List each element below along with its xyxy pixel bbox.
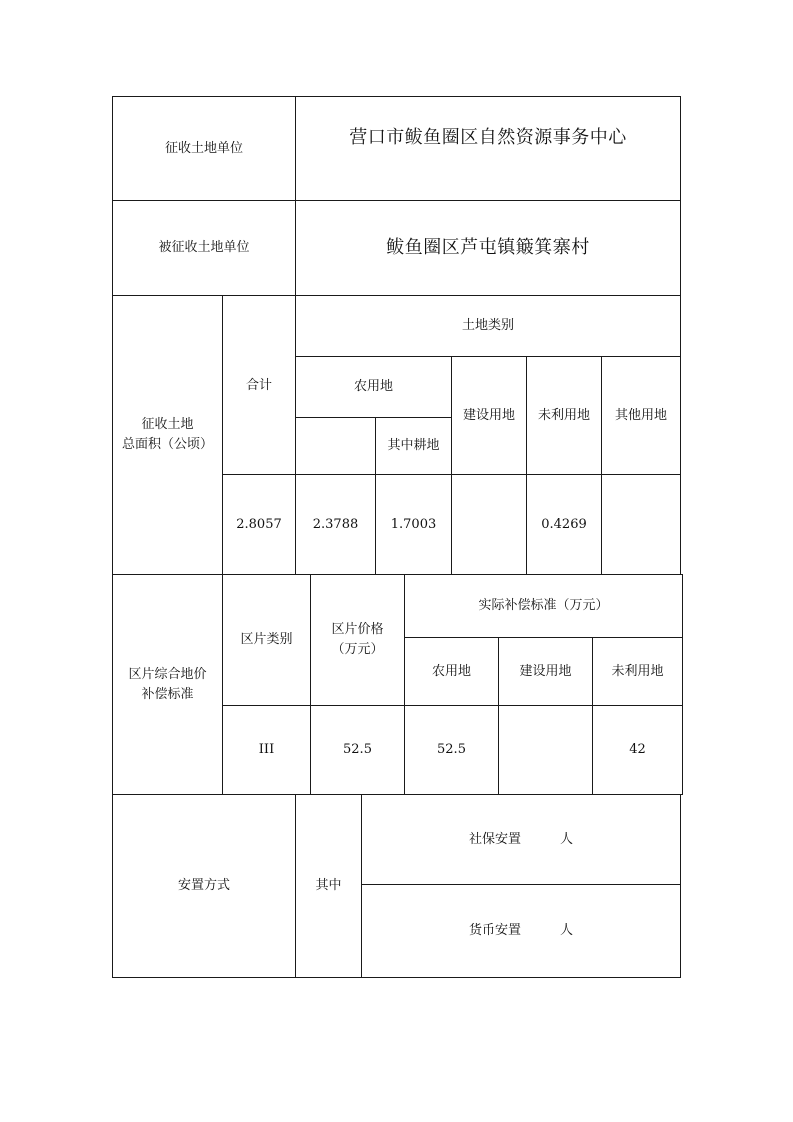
std-agricultural-label: 农用地 — [431, 663, 471, 679]
agricultural-label: 农用地 — [353, 379, 393, 394]
social-security-resettlement: 社保安置 人 — [468, 831, 573, 847]
zone-price-label-line2: （万元） — [331, 642, 384, 657]
area-total-value: 2.8057 — [236, 516, 282, 532]
std-construction-value — [499, 706, 592, 794]
land-category-header: 土地类别 — [461, 318, 514, 333]
border-right-middle — [682, 574, 683, 795]
border-right-upper — [680, 96, 681, 575]
resettlement-label: 安置方式 — [177, 878, 230, 893]
zone-price-standard-label-line1: 区片综合地价 — [128, 666, 207, 682]
acquired-unit-label: 被征收土地单位 — [158, 240, 250, 255]
area-agricultural-value: 2.3788 — [312, 516, 359, 532]
acquiring-unit-label: 征收土地单位 — [164, 140, 243, 156]
actual-standard-header: 实际补偿标准（万元） — [478, 598, 609, 613]
area-label-line2: 总面积（公顷） — [121, 437, 213, 452]
monetary-resettlement: 货币安置 人 — [468, 923, 573, 938]
zone-price-standard-label — [113, 575, 222, 794]
area-other-value — [602, 475, 680, 574]
zone-price-label — [311, 575, 404, 705]
total-label: 合计 — [245, 378, 272, 393]
cultivated-label: 其中耕地 — [387, 438, 440, 453]
area-label-line1: 征收土地 — [141, 417, 194, 432]
zone-price-value: 52.5 — [343, 742, 372, 757]
std-unused-label: 未利用地 — [611, 663, 664, 679]
zone-price-standard-label-line2: 补偿标准 — [141, 686, 194, 702]
acquiring-unit-value: 营口市鲅鱼圈区自然资源事务中心 — [349, 127, 627, 148]
border-bottom — [112, 977, 681, 978]
area-unused-value: 0.4269 — [541, 516, 587, 532]
zone-type-label: 区片类别 — [240, 632, 293, 647]
area-construction-value — [452, 475, 526, 574]
other-label: 其他用地 — [614, 407, 667, 423]
acquired-unit-value: 鲅鱼圈区芦屯镇簸箕寨村 — [386, 237, 590, 258]
construction-label: 建设用地 — [462, 407, 515, 423]
area-cultivated-value: 1.7003 — [390, 516, 437, 532]
std-construction-label: 建设用地 — [519, 663, 572, 679]
area-label — [113, 296, 222, 574]
std-unused-value: 42 — [629, 742, 646, 757]
unused-label: 未利用地 — [537, 407, 590, 423]
border-right-lower — [680, 794, 681, 978]
zone-type-value: III — [258, 742, 275, 757]
zone-price-label-line1: 区片价格 — [331, 622, 384, 637]
std-agricultural-value: 52.5 — [437, 742, 466, 757]
among-label: 其中 — [315, 878, 342, 893]
